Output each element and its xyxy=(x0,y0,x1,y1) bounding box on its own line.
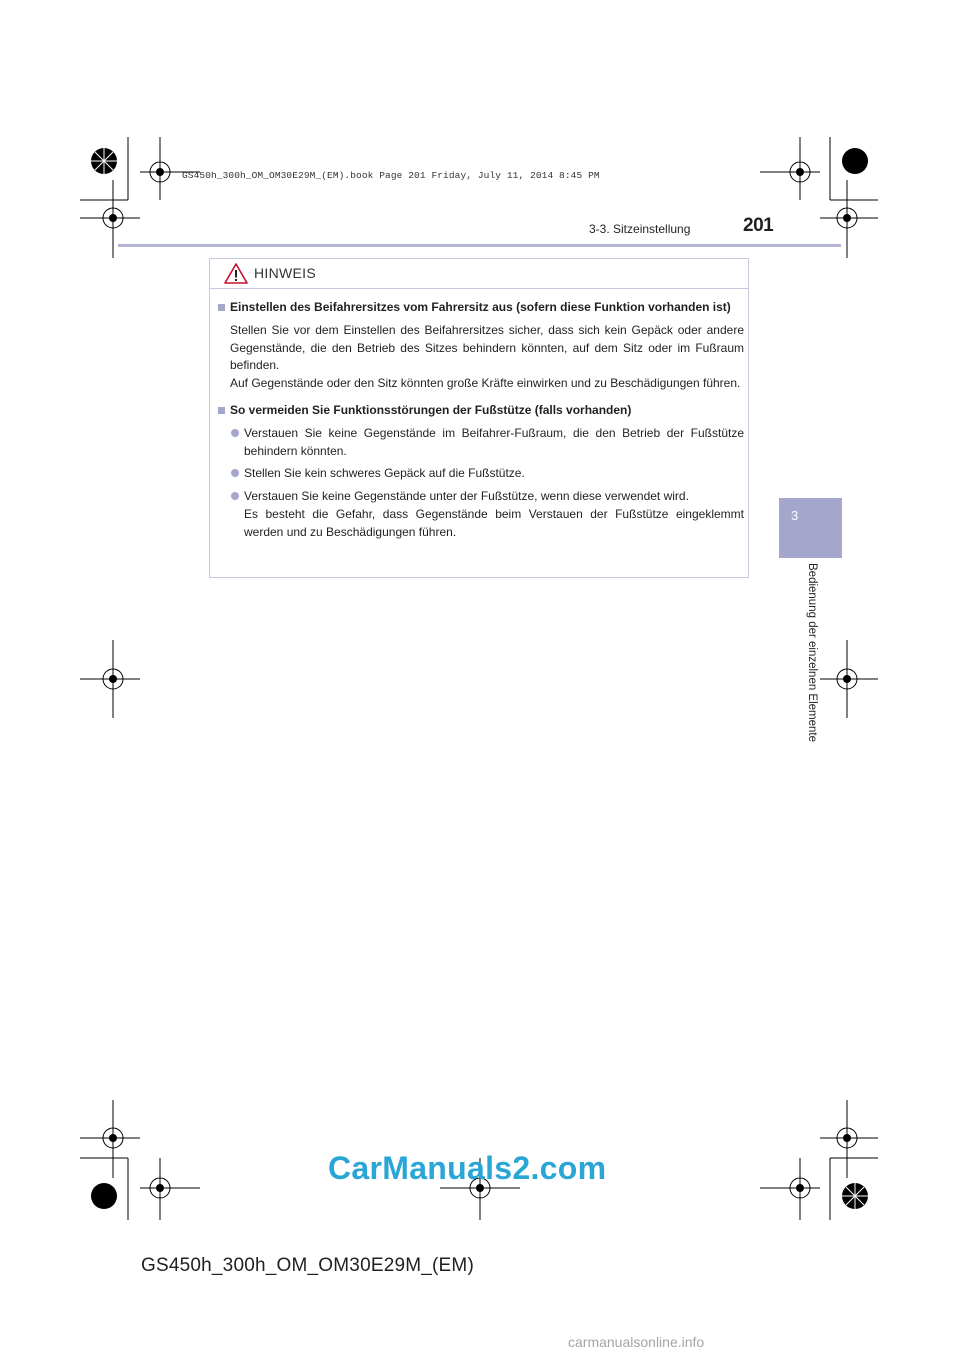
list-item xyxy=(218,465,744,483)
list-item-text: Verstauen Sie keine Gegenstände im Beifahrer-Fußraum, die den Betrieb der Fußstütze behindern könnten. xyxy=(244,425,744,458)
chapter-tab xyxy=(779,498,842,558)
footer-model-code: GS450h_300h_OM_OM30E29M_(EM) xyxy=(141,1255,474,1276)
chapter-number: 3 xyxy=(791,508,799,523)
notice-paragraphs xyxy=(218,322,744,393)
notice-title: HINWEIS xyxy=(254,265,316,281)
watermark-logo: CarManuals2.com xyxy=(328,1150,607,1186)
warning-triangle-icon xyxy=(224,263,248,284)
notice-section-heading xyxy=(218,402,744,420)
list-item xyxy=(218,425,744,461)
watermark-site: carmanualsonline.info xyxy=(568,1334,705,1350)
notice-header xyxy=(210,259,748,289)
header-rule xyxy=(118,244,841,247)
square-bullet-icon xyxy=(218,407,225,414)
list-item-text: Es besteht die Gefahr, dass Gegenstände beim Verstauen der Fußstütze eingeklemmt werden und zu Beschädigungen führen. xyxy=(244,506,744,539)
section-title: 3-3. Sitzeinstellung xyxy=(589,222,691,236)
chapter-side-label: Bedienung der einzelnen Elemente xyxy=(806,563,818,743)
print-header-line: GS450h_300h_OM_OM30E29M_(EM).book Page 201 Friday, July 11, 2014 8:45 PM xyxy=(182,170,600,181)
notice-box xyxy=(209,258,749,578)
paragraph: Stellen Sie vor dem Einstellen des Beifahrersitzes sicher, dass sich kein Gepäck oder andere Gegenstände, die den Betrieb des Sitzes behindern könnten, auf dem Sitz oder im Fußraum befinden. xyxy=(230,322,744,373)
notice-section-heading xyxy=(218,299,744,317)
paragraph: Auf Gegenstände oder den Sitz könnten große Kräfte einwirken und zu Beschädigungen führen. xyxy=(230,376,741,391)
notice-body xyxy=(218,299,744,542)
round-bullet-icon xyxy=(231,469,239,477)
page-number: 201 xyxy=(743,215,774,236)
section-heading-text: Einstellen des Beifahrersitzes vom Fahrersitz aus (sofern diese Funktion vorhanden ist) xyxy=(230,300,731,314)
list-item xyxy=(218,488,744,541)
square-bullet-icon xyxy=(218,304,225,311)
round-bullet-icon xyxy=(231,429,239,437)
section-heading-text: So vermeiden Sie Funktionsstörungen der Fußstütze (falls vorhanden) xyxy=(230,402,632,417)
list-item-text: Stellen Sie kein schweres Gepäck auf die Fußstütze. xyxy=(244,466,525,481)
round-bullet-icon xyxy=(231,492,239,500)
list-item-text: Verstauen Sie keine Gegenstände unter der Fußstütze, wenn diese verwendet wird. xyxy=(244,489,689,504)
